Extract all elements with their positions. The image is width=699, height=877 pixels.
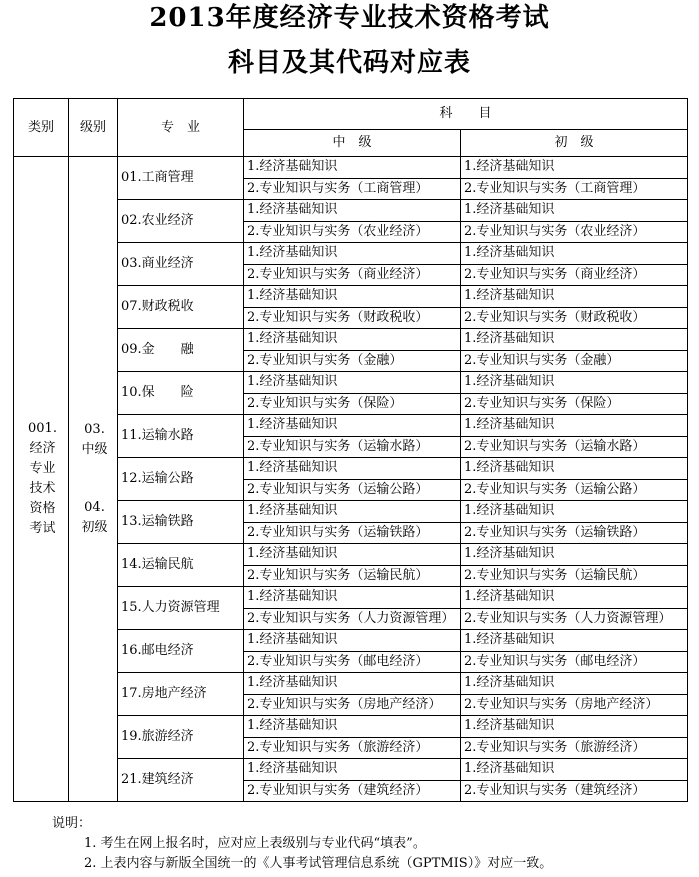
mid-subject-1: 1.经济基础知识 (244, 286, 461, 308)
junior-subject-1: 1.经济基础知识 (461, 673, 688, 695)
header-major: 专 业 (118, 99, 244, 157)
mid-subject-2: 2.专业知识与实务（房地产经济） (244, 694, 461, 716)
mid-subject-2: 2.专业知识与实务（保险） (244, 393, 461, 415)
category-name-line: 经济 (29, 441, 56, 456)
mid-subject-2: 2.专业知识与实务（旅游经济） (244, 737, 461, 759)
mid-subject-1: 1.经济基础知识 (244, 759, 461, 781)
subject-code-table (13, 98, 688, 802)
junior-subject-2: 2.专业知识与实务（运输铁路） (461, 522, 688, 544)
major-cell: 14.运输民航 (118, 544, 244, 587)
header-level: 级别 (69, 99, 118, 157)
notes (52, 814, 552, 874)
category-name-line: 资格 (29, 501, 56, 516)
mid-subject-1: 1.经济基础知识 (244, 458, 461, 480)
junior-subject-2: 2.专业知识与实务（人力资源管理） (461, 608, 688, 630)
level-junior: 初级 (81, 520, 108, 535)
junior-subject-1: 1.经济基础知识 (461, 759, 688, 781)
major-cell: 15.人力资源管理 (118, 587, 244, 630)
category-code: 001. (28, 421, 57, 436)
junior-subject-2: 2.专业知识与实务（财政税收） (461, 307, 688, 329)
level-junior-code: 04. (84, 500, 105, 515)
major-cell: 09.金 融 (118, 329, 244, 372)
junior-subject-1: 1.经济基础知识 (461, 200, 688, 222)
junior-subject-2: 2.专业知识与实务（建筑经济） (461, 780, 688, 802)
junior-subject-1: 1.经济基础知识 (461, 587, 688, 609)
mid-subject-1: 1.经济基础知识 (244, 243, 461, 265)
mid-subject-2: 2.专业知识与实务（农业经济） (244, 221, 461, 243)
mid-subject-2: 2.专业知识与实务（金融） (244, 350, 461, 372)
page-title-line1: 2013年度经济专业技术资格考试 (149, 3, 550, 33)
junior-subject-1: 1.经济基础知识 (461, 544, 688, 566)
header-subjects: 科 目 (244, 99, 688, 130)
mid-subject-2: 2.专业知识与实务（运输铁路） (244, 522, 461, 544)
mid-subject-1: 1.经济基础知识 (244, 544, 461, 566)
junior-subject-1: 1.经济基础知识 (461, 630, 688, 652)
junior-subject-1: 1.经济基础知识 (461, 716, 688, 738)
major-cell: 03.商业经济 (118, 243, 244, 286)
header-category: 类别 (14, 99, 69, 157)
major-cell: 01.工商管理 (118, 157, 244, 200)
level-mid: 中级 (81, 442, 108, 457)
mid-subject-1: 1.经济基础知识 (244, 415, 461, 437)
mid-subject-1: 1.经济基础知识 (244, 501, 461, 523)
mid-subject-2: 2.专业知识与实务（商业经济） (244, 264, 461, 286)
category-name-line: 考试 (29, 521, 56, 536)
junior-subject-2: 2.专业知识与实务（工商管理） (461, 178, 688, 200)
category-name-line: 专业 (29, 461, 56, 476)
mid-subject-2: 2.专业知识与实务（运输公路） (244, 479, 461, 501)
junior-subject-2: 2.专业知识与实务（运输公路） (461, 479, 688, 501)
junior-subject-2: 2.专业知识与实务（保险） (461, 393, 688, 415)
mid-subject-2: 2.专业知识与实务（财政税收） (244, 307, 461, 329)
major-cell: 07.财政税收 (118, 286, 244, 329)
junior-subject-2: 2.专业知识与实务（邮电经济） (461, 651, 688, 673)
mid-subject-1: 1.经济基础知识 (244, 587, 461, 609)
junior-subject-2: 2.专业知识与实务（旅游经济） (461, 737, 688, 759)
mid-subject-1: 1.经济基础知识 (244, 200, 461, 222)
header-junior: 初 级 (461, 130, 688, 157)
mid-subject-2: 2.专业知识与实务（人力资源管理） (244, 608, 461, 630)
mid-subject-1: 1.经济基础知识 (244, 673, 461, 695)
major-cell: 10.保 险 (118, 372, 244, 415)
major-cell: 16.邮电经济 (118, 630, 244, 673)
major-cell: 21.建筑经济 (118, 759, 244, 802)
major-cell: 02.农业经济 (118, 200, 244, 243)
junior-subject-2: 2.专业知识与实务（运输水路） (461, 436, 688, 458)
junior-subject-2: 2.专业知识与实务（金融） (461, 350, 688, 372)
level-mid-code: 03. (84, 422, 105, 437)
note-item: 1. 考生在网上报名时，应对应上表级别与专业代码“填表”。 (84, 836, 426, 851)
mid-subject-1: 1.经济基础知识 (244, 372, 461, 394)
junior-subject-1: 1.经济基础知识 (461, 458, 688, 480)
mid-subject-2: 2.专业知识与实务（运输水路） (244, 436, 461, 458)
major-cell: 19.旅游经济 (118, 716, 244, 759)
note-item: 2. 上表内容与新版全国统一的《人事考试管理信息系统（GPTMIS）》对应一致。 (84, 856, 553, 871)
junior-subject-1: 1.经济基础知识 (461, 286, 688, 308)
junior-subject-1: 1.经济基础知识 (461, 329, 688, 351)
mid-subject-2: 2.专业知识与实务（工商管理） (244, 178, 461, 200)
notes-label: 说明： (52, 816, 92, 831)
junior-subject-1: 1.经济基础知识 (461, 501, 688, 523)
major-cell: 13.运输铁路 (118, 501, 244, 544)
category-cell (14, 157, 69, 802)
junior-subject-1: 1.经济基础知识 (461, 157, 688, 179)
level-cell (69, 157, 118, 802)
mid-subject-2: 2.专业知识与实务（邮电经济） (244, 651, 461, 673)
mid-subject-1: 1.经济基础知识 (244, 157, 461, 179)
junior-subject-1: 1.经济基础知识 (461, 243, 688, 265)
table-row (14, 157, 688, 179)
mid-subject-1: 1.经济基础知识 (244, 716, 461, 738)
mid-subject-2: 2.专业知识与实务（建筑经济） (244, 780, 461, 802)
junior-subject-2: 2.专业知识与实务（房地产经济） (461, 694, 688, 716)
mid-subject-1: 1.经济基础知识 (244, 329, 461, 351)
junior-subject-2: 2.专业知识与实务（农业经济） (461, 221, 688, 243)
major-cell: 12.运输公路 (118, 458, 244, 501)
mid-subject-2: 2.专业知识与实务（运输民航） (244, 565, 461, 587)
page-title-line2: 科目及其代码对应表 (227, 48, 471, 78)
junior-subject-2: 2.专业知识与实务（商业经济） (461, 264, 688, 286)
major-cell: 11.运输水路 (118, 415, 244, 458)
table-header-row (14, 99, 688, 130)
junior-subject-1: 1.经济基础知识 (461, 415, 688, 437)
junior-subject-1: 1.经济基础知识 (461, 372, 688, 394)
header-mid: 中 级 (244, 130, 461, 157)
mid-subject-1: 1.经济基础知识 (244, 630, 461, 652)
junior-subject-2: 2.专业知识与实务（运输民航） (461, 565, 688, 587)
major-cell: 17.房地产经济 (118, 673, 244, 716)
category-name-line: 技术 (29, 481, 56, 496)
